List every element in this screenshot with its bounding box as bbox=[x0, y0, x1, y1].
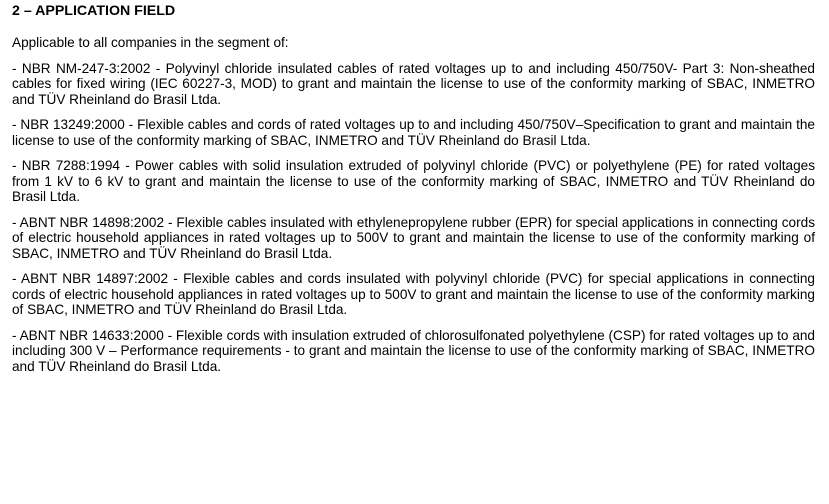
document-page bbox=[12, 2, 815, 384]
standard-item: - ABNT NBR 14633:2000 - Flexible cords with insulation extruded of chlorosulfonated polyethylene (CSP) for rated voltages up to and including 300 V – Performance requirements - to grant and maintain the license to use of the conformity marking of SBAC, INMETRO and TÜV Rheinland do Brasil Ltda. bbox=[12, 327, 815, 374]
standard-item: - NBR 13249:2000 - Flexible cables and cords of rated voltages up to and including 450/750V–Specification to grant and maintain the license to use of the conformity marking of SBAC, INMETRO and TÜV Rheinland do Brasil Ltda. bbox=[12, 117, 815, 148]
section-heading: 2 – APPLICATION FIELD bbox=[12, 3, 176, 19]
standard-item: - ABNT NBR 14897:2002 - Flexible cables and cords insulated with polyvinyl chloride (PVC) for special applications in connecting cords of electric household appliances in rated voltages up to 500V to grant and maintain the license to use of the conformity marking of SBAC, INMETRO and TÜV Rheinland do Brasil Ltda. bbox=[12, 271, 815, 317]
standard-item: - NBR NM-247-3:2002 - Polyvinyl chloride insulated cables of rated voltages up to and including 450/750V- Part 3: Non-sheathed cables for fixed wiring (IEC 60227-3, MOD) to grant and maintain the license to use of the conformity marking of SBAC, INMETRO and TÜV Rheinland do Brasil Ltda. bbox=[12, 60, 815, 107]
standard-item: - NBR 7288:1994 - Power cables with solid insulation extruded of polyvinyl chloride (PVC) or polyethylene (PE) for rated voltages from 1 kV to 6 kV to grant and maintain the license to use of the conformity marking of SBAC, INMETRO and TÜV Rheinland do Brasil Ltda. bbox=[12, 158, 815, 204]
section-intro: Applicable to all companies in the segment of: bbox=[12, 35, 289, 50]
standard-item: - ABNT NBR 14898:2002 - Flexible cables insulated with ethylenepropylene rubber (EPR) for special applications in connecting cords of electric household appliances in rated voltages up to 500V to grant and maintain the license to use of the conformity marking of SBAC, INMETRO and TÜV Rheinland do Brasil Ltda. bbox=[12, 214, 815, 261]
